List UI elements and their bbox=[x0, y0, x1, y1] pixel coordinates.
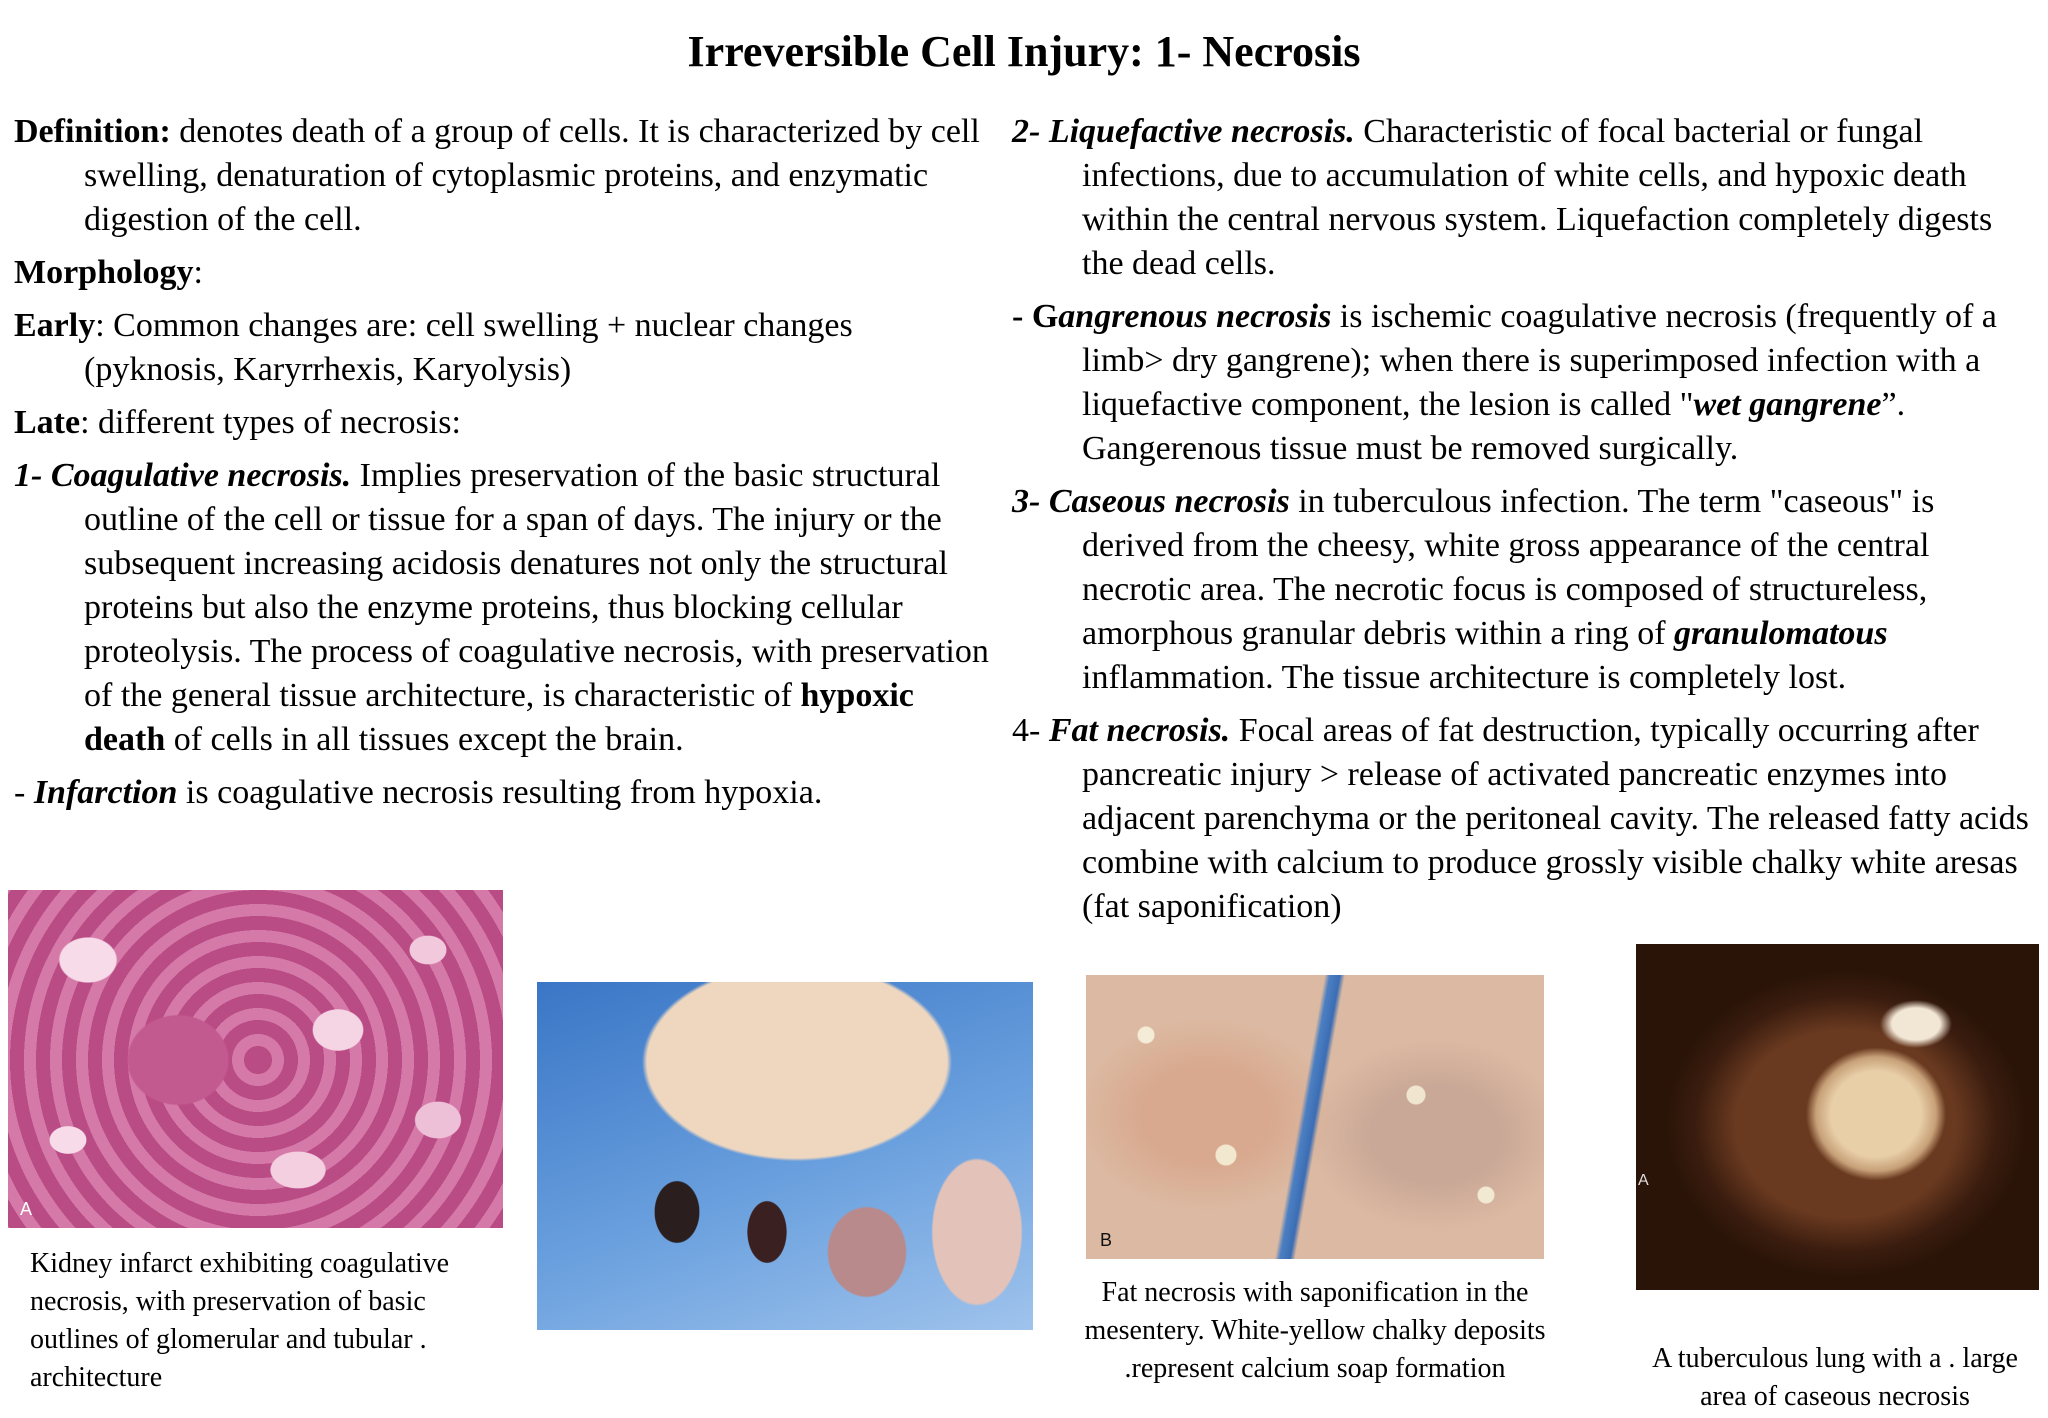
morphology-colon: : bbox=[193, 254, 203, 291]
fat-necrosis-text: Focal areas of fat destruction, typically occurring after pancreatic injury > release of activated pancreatic enzymes into adjacent parenchyma or the peritoneal cavity. The released fatty acids combine with calcium to produce grossly visible chalky white aresas (fat saponification) bbox=[1082, 712, 2029, 925]
morphology-heading bbox=[14, 251, 989, 295]
liquefactive-paragraph bbox=[1012, 110, 2042, 286]
caseous-label: 3- Caseous necrosis bbox=[1012, 483, 1290, 520]
fat-necrosis-prefix: 4- bbox=[1012, 712, 1049, 749]
gangrenous-paragraph bbox=[1012, 295, 2042, 471]
coagulative-text-end: of cells in all tissues except the brain. bbox=[165, 721, 684, 758]
early-text: : Common changes are: cell swelling + nuclear changes (pyknosis, Karyrrhexis, Karyolysis) bbox=[84, 307, 853, 388]
fat-necrosis-caption: Fat necrosis with saponification in the mesentery. White-yellow chalky deposits .represent calcium soap formation bbox=[1084, 1277, 1546, 1384]
fat-necrosis-paragraph bbox=[1012, 709, 2042, 929]
coagulative-text: Implies preservation of the basic structural outline of the cell or tissue for a span of days. The injury or the subsequent increasing acidosis denatures not only the structural proteins but also the enzyme proteins, thus blocking cellular proteolysis. The process of coagulative necrosis, with preservation of the general tissue architecture, is characteristic of bbox=[84, 457, 989, 714]
fat-figure-letter: B bbox=[1100, 1230, 1113, 1250]
early-label: Early bbox=[14, 307, 96, 344]
infarction-text: is coagulative necrosis resulting from hypoxia. bbox=[177, 774, 823, 811]
late-label: Late bbox=[14, 404, 81, 441]
kidney-caption: Kidney infarct exhibiting coagulative necrosis, with preservation of basic outlines of glomerular and tubular . architecture bbox=[30, 1248, 450, 1393]
coagulative-paragraph bbox=[14, 454, 989, 762]
gangrenous-prefix: - G bbox=[1012, 298, 1059, 335]
gangrene-foot-photo bbox=[537, 982, 1033, 1330]
late-text: : different types of necrosis: bbox=[80, 404, 461, 441]
kidney-figure-letter: A bbox=[20, 1199, 33, 1219]
caseous-paragraph bbox=[1012, 480, 2042, 700]
page-title: Irreversible Cell Injury: 1- Necrosis bbox=[687, 27, 1361, 76]
lung-caption: A tuberculous lung with a . large area of caseous necrosis bbox=[1652, 1343, 2018, 1412]
infarction-prefix: - bbox=[14, 774, 34, 811]
fat-necrosis-photo bbox=[1086, 975, 1544, 1259]
morphology-label: Morphology bbox=[14, 254, 194, 291]
definition-paragraph bbox=[14, 110, 989, 242]
hypoxic-death-term: hypoxic death bbox=[84, 677, 914, 758]
caseous-text: in tuberculous infection. The term "caseous" is derived from the cheesy, white gross appearance of the central necrotic area. The necrotic focus is composed of structureless, amorphous granular debris within a ring of bbox=[1082, 483, 1935, 652]
liquefactive-label: 2- Liquefactive necrosis. bbox=[1012, 113, 1355, 150]
caseous-text-end: inflammation. The tissue architecture is completely lost. bbox=[1082, 659, 1847, 696]
coagulative-label: 1- Coagulative necrosis. bbox=[14, 457, 352, 494]
infarction-label: Infarction bbox=[33, 774, 178, 811]
gangrenous-label: angrenous necrosis bbox=[1058, 298, 1332, 335]
infarction-paragraph bbox=[14, 771, 989, 815]
left-column bbox=[14, 110, 989, 824]
gangrenous-text: is ischemic coagulative necrosis (frequently of a limb> dry gangrene); when there is superimposed infection with a liquefactive component, the lesion is called " bbox=[1082, 298, 1997, 423]
liquefactive-text: Characteristic of focal bacterial or fungal infections, due to accumulation of white cells, and hypoxic death within the central nervous system. Liquefaction completely digests the dead cells. bbox=[1082, 113, 1993, 282]
definition-label: Definition: bbox=[14, 113, 171, 150]
right-column bbox=[1012, 110, 2042, 938]
late-paragraph bbox=[14, 401, 989, 445]
granulomatous-term: granulomatous bbox=[1674, 615, 1888, 652]
early-paragraph bbox=[14, 304, 989, 392]
lung-figure-letter: A bbox=[1638, 1172, 1649, 1189]
tuberculous-lung-photo bbox=[1636, 944, 2039, 1290]
kidney-infarct-micrograph bbox=[8, 890, 503, 1228]
fat-necrosis-label: Fat necrosis. bbox=[1048, 712, 1231, 749]
gangrenous-text-end: ”. Gangerenous tissue must be removed surgically. bbox=[1082, 386, 1906, 467]
wet-gangrene-term: wet gangrene bbox=[1693, 386, 1882, 423]
definition-text: denotes death of a group of cells. It is characterized by cell swelling, denaturation of cytoplasmic proteins, and enzymatic digestion of the cell. bbox=[84, 113, 980, 238]
